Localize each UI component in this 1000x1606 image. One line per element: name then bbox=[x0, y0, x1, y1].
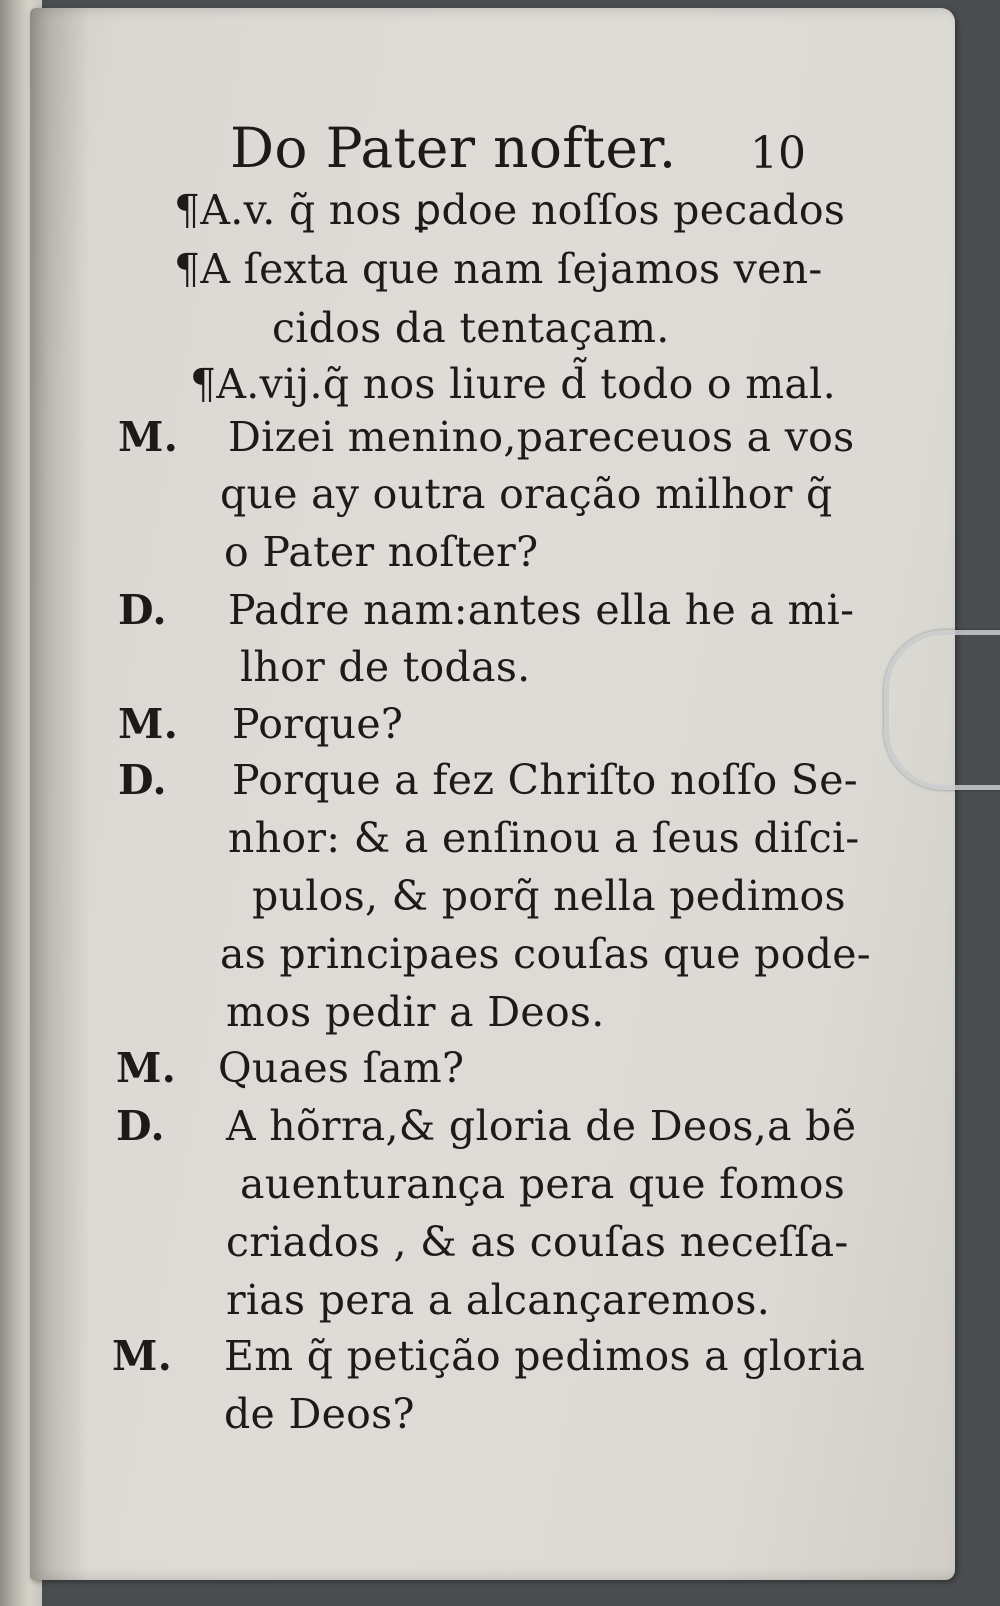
text-line: Quaes ſam? bbox=[218, 1044, 465, 1092]
folio-number: 10 bbox=[750, 128, 806, 179]
text-line: pulos, & porq̃ nella pedimos bbox=[252, 872, 846, 920]
text-line: cidos da tentaçam. bbox=[272, 304, 670, 352]
text-line: lhor de todas. bbox=[240, 643, 531, 691]
book-page bbox=[30, 8, 955, 1580]
speaker-label: M. bbox=[118, 700, 179, 748]
speaker-label: D. bbox=[118, 586, 167, 634]
text-line: auenturança pera que fomos bbox=[240, 1160, 846, 1208]
speaker-label: D. bbox=[116, 1102, 165, 1150]
text-line: mos pedir a Deos. bbox=[226, 988, 605, 1036]
text-line: rias pera a alcançaremos. bbox=[226, 1276, 771, 1324]
text-line: nhor: & a enſinou a ſeus diſci- bbox=[228, 814, 860, 862]
text-line: ¶A ſexta que nam ſejamos ven- bbox=[174, 245, 823, 293]
text-line: Padre nam:antes ella he a mi- bbox=[228, 586, 855, 634]
speaker-label: M. bbox=[116, 1044, 177, 1092]
text-line: as principaes couſas que pode- bbox=[220, 930, 871, 978]
text-line: criados , & as couſas neceſſa- bbox=[226, 1218, 849, 1266]
speaker-label: M. bbox=[112, 1332, 173, 1380]
text-line: ¶A.vij.q̃ nos liure d̃ todo o mal. bbox=[190, 360, 836, 408]
text-line: de Deos? bbox=[224, 1390, 415, 1438]
text-line: o Pater noſter? bbox=[224, 528, 539, 576]
text-line: Em q̃ petição pedimos a gloria bbox=[224, 1332, 866, 1380]
page-clip bbox=[884, 630, 1000, 790]
text-line: Dizei menino,pareceuos a vos bbox=[228, 413, 855, 461]
text-line: Porque a fez Chriſto noſſo Se- bbox=[232, 756, 858, 804]
running-title: Do Pater nofter. bbox=[230, 116, 677, 180]
speaker-label: D. bbox=[118, 756, 167, 804]
text-line: ¶A.v. q̃ nos ꝑdoe noſſos pecados bbox=[174, 186, 846, 234]
speaker-label: M. bbox=[118, 413, 179, 461]
text-line: Porque? bbox=[232, 700, 404, 748]
text-line: A hõrra,& gloria de Deos,a bẽ bbox=[226, 1102, 857, 1150]
gutter-shadow bbox=[30, 8, 90, 1580]
text-line: que ay outra oração milhor q̃ bbox=[220, 470, 833, 518]
